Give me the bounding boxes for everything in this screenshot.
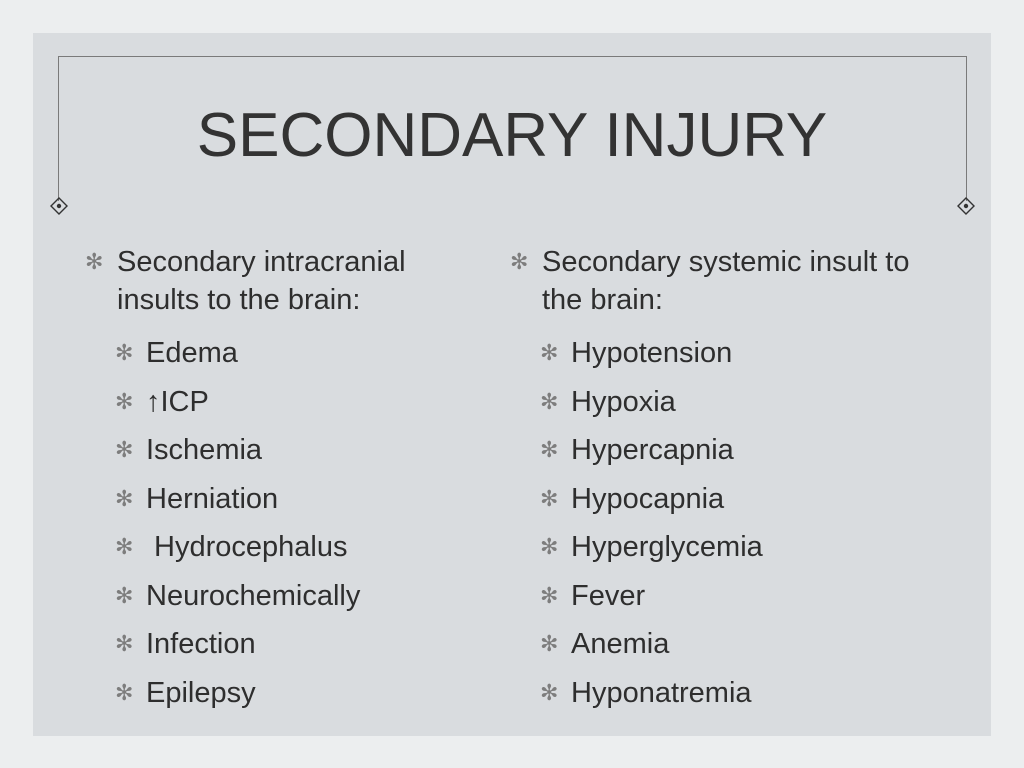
- bullet-icon: ✻: [540, 631, 559, 656]
- bullet-icon: ✻: [115, 388, 134, 414]
- right-heading: Secondary systemic insult to the brain:: [542, 246, 910, 316]
- left-list-item: [85, 426, 485, 475]
- left-list-item: [85, 523, 485, 572]
- frame-top-line: [58, 56, 966, 57]
- slide-title: SECONDARY INJURY: [196, 101, 828, 170]
- slide: [33, 33, 991, 736]
- right-list-item-label: Hypercapnia: [571, 434, 734, 466]
- left-list-item: [85, 572, 485, 621]
- left-list-item-label: Edema: [146, 337, 238, 369]
- left-list-item: [85, 669, 485, 718]
- bullet-icon: ✻: [540, 340, 559, 365]
- left-list-item: [85, 475, 485, 524]
- right-list-item-label: Hypoxia: [571, 385, 676, 418]
- right-list-item-label: Hyperglycemia: [571, 531, 763, 563]
- diamond-dot-icon: [957, 197, 975, 215]
- right-list-item: [510, 620, 910, 669]
- left-list-item: [85, 620, 485, 669]
- left-list-item-label: Herniation: [146, 482, 279, 515]
- right-list-item-label: Fever: [571, 579, 646, 612]
- bullet-icon: ✻: [540, 388, 559, 414]
- left-heading-item: [85, 243, 485, 319]
- left-heading: Secondary intracranial insults to the brain:: [117, 246, 406, 316]
- right-list-item-label: Anemia: [571, 628, 670, 660]
- right-list-item-label: Hypotension: [571, 337, 733, 369]
- left-list-item-label: ↑ICP: [146, 385, 209, 418]
- right-list-item-label: Hypocapnia: [571, 482, 725, 515]
- bullet-icon: ✻: [115, 485, 134, 511]
- bullet-icon: ✻: [510, 249, 529, 274]
- bullet-icon: ✻: [540, 485, 559, 511]
- left-list-item: [85, 378, 485, 427]
- bullet-icon: ✻: [540, 679, 559, 705]
- left-list-item-label: Infection: [146, 628, 256, 660]
- left-list-item-label: Neurochemically: [146, 579, 361, 612]
- bullet-icon: ✻: [115, 340, 134, 365]
- left-list-item: [85, 329, 485, 378]
- right-list-item: [510, 329, 910, 378]
- left-list-item-label: Epilepsy: [146, 676, 256, 709]
- bullet-icon: ✻: [115, 631, 134, 656]
- bullet-icon: ✻: [540, 534, 559, 559]
- left-list-item-label: Hydrocephalus: [146, 531, 348, 563]
- right-heading-item: [510, 243, 910, 319]
- bullet-icon: ✻: [540, 582, 559, 608]
- right-list-item: [510, 572, 910, 621]
- bullet-icon: ✻: [115, 437, 134, 462]
- left-list-item-label: Ischemia: [146, 434, 263, 466]
- right-list-item: [510, 426, 910, 475]
- diamond-dot-icon: [50, 197, 68, 215]
- left-column: [85, 243, 485, 717]
- bullet-icon: ✻: [540, 437, 559, 462]
- right-list-item-label: Hyponatremia: [571, 676, 752, 709]
- right-list-item: [510, 475, 910, 524]
- right-list-item: [510, 523, 910, 572]
- right-column: [510, 243, 910, 717]
- right-list-item: [510, 669, 910, 718]
- bullet-icon: ✻: [115, 679, 134, 705]
- right-list-item: [510, 378, 910, 427]
- bullet-icon: ✻: [85, 249, 104, 274]
- bullet-icon: ✻: [115, 534, 134, 559]
- bullet-icon: ✻: [115, 582, 134, 608]
